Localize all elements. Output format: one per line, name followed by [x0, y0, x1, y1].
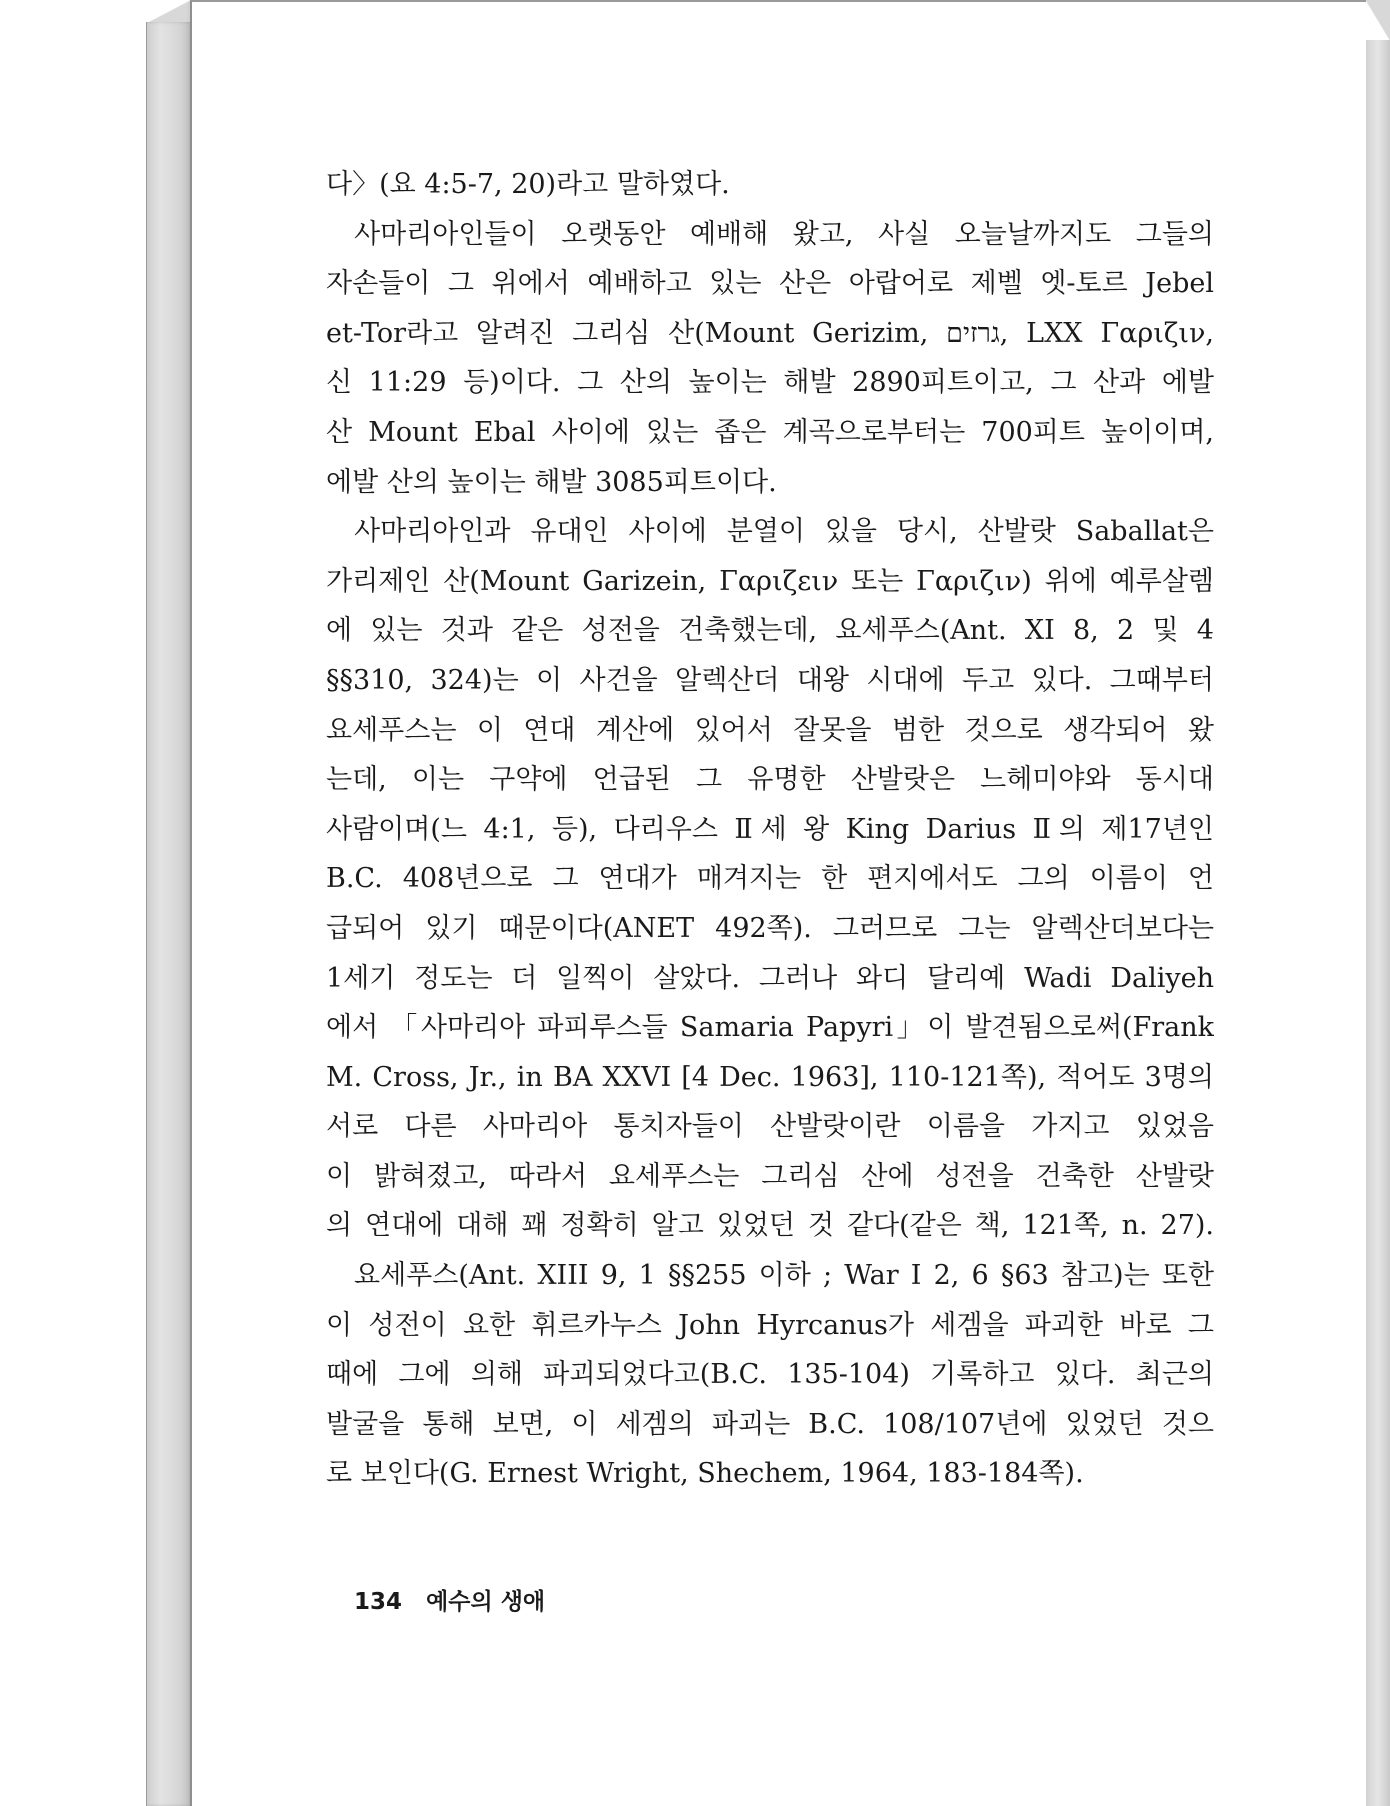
text-line: 요세푸스는 이 연대 계산에 있어서 잘못을 범한 것으로 생각되어 왔 — [326, 714, 1214, 746]
text-line: 자손들이 그 위에서 예배하고 있는 산은 아랍어로 제벨 엣-토르 Jebel — [326, 268, 1214, 300]
book-top-edge — [146, 0, 192, 24]
text-line: §§310, 324)는 이 사건을 알렉산더 대왕 시대에 두고 있다. 그때부터 — [326, 664, 1214, 696]
text-line: 신 11:29 등)이다. 그 산의 높이는 해발 2890피트이고, 그 산과 에발 — [326, 367, 1214, 399]
text-line: 에서 「사마리아 파피루스들 Samaria Papyri」이 발견됨으로써(Frank — [326, 1012, 1214, 1044]
text-line: 로 보인다(G. Ernest Wright, Shechem, 1964, 183-184쪽). — [326, 1458, 1084, 1490]
text-line: 때에 그에 의해 파괴되었다고(B.C. 135-104) 기록하고 있다. 최근의 — [326, 1359, 1214, 1391]
text-line: 요세푸스(Ant. XIII 9, 1 §§255 이하 ; War I 2, 6 §63 참고)는 또한 — [354, 1260, 1214, 1292]
text-line: 에 있는 것과 같은 성전을 건축했는데, 요세푸스(Ant. XI 8, 2 및 4 — [326, 615, 1214, 647]
text-line: M. Cross, Jr., in BA XXVI [4 Dec. 1963], 110-121쪽), 적어도 3명의 — [326, 1061, 1214, 1093]
page-edge — [1366, 0, 1390, 1806]
text-line: 다〉(요 4:5-7, 20)라고 말하였다. — [326, 169, 730, 200]
text-line: 이 성전이 요한 휘르카누스 John Hyrcanus가 세겜을 파괴한 바로 그 — [326, 1309, 1214, 1341]
text-line: 사마리아인들이 오랫동안 예배해 왔고, 사실 오늘날까지도 그들의 — [354, 218, 1214, 250]
text-line: 가리제인 산(Mount Garizein, Γαριζειν 또는 Γαριζιν) 위에 예루살렘 — [326, 565, 1214, 597]
text-line: 1세기 정도는 더 일찍이 살았다. 그러나 와디 달리예 Wadi Daliyeh — [326, 962, 1214, 994]
text-line: 산 Mount Ebal 사이에 있는 좁은 계곡으로부터는 700피트 높이이며, — [326, 416, 1214, 448]
text-line: 는데, 이는 구약에 언급된 그 유명한 산발랏은 느헤미야와 동시대 — [326, 764, 1214, 796]
text-line: 급되어 있기 때문이다(ANET 492쪽). 그러므로 그는 알렉산더보다는 — [326, 912, 1214, 944]
text-line: 사마리아인과 유대인 사이에 분열이 있을 당시, 산발랏 Saballat은 — [354, 516, 1214, 548]
text-line: 사람이며(느 4:1, 등), 다리우스 Ⅱ세 왕 King Darius Ⅱ의 제17년인 — [326, 813, 1214, 845]
text-line: 의 연대에 대해 꽤 정확히 알고 있었던 것 같다(같은 책, 121쪽, n. 27). — [326, 1210, 1214, 1242]
text-line: 서로 다른 사마리아 통치자들이 산발랏이란 이름을 가지고 있었음 — [326, 1111, 1214, 1143]
text-line: 이 밝혀졌고, 따라서 요세푸스는 그리심 산에 성전을 건축한 산발랏 — [326, 1160, 1214, 1192]
text-line: et-Tor라고 알려진 그리심 산(Mount Gerizim, גרזים, LXX Γαριζιν, — [326, 317, 1214, 349]
text-line: 에발 산의 높이는 해발 3085피트이다. — [326, 466, 777, 498]
running-title: 예수의 생애 — [426, 1589, 546, 1615]
page-footer — [354, 1583, 561, 1616]
page-number: 134 — [354, 1589, 403, 1615]
page-corner — [1366, 0, 1390, 40]
text-line: 발굴을 통해 보면, 이 세겜의 파괴는 B.C. 108/107년에 있었던 것으 — [326, 1408, 1214, 1440]
body-text — [326, 160, 1214, 1499]
text-line: B.C. 408년으로 그 연대가 매겨지는 한 편지에서도 그의 이름이 언 — [326, 863, 1214, 895]
book-spine — [146, 22, 193, 1806]
